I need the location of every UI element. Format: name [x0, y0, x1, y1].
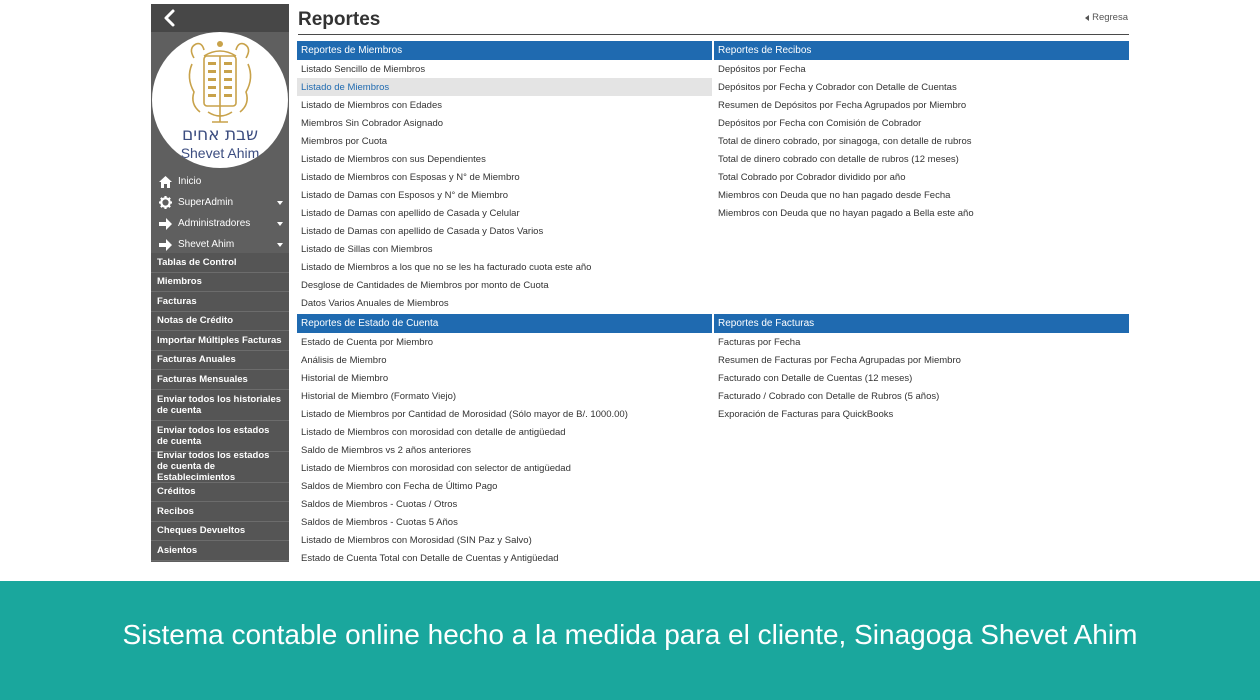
- sub-nav-item-facturas-anuales[interactable]: Facturas Anuales: [151, 351, 289, 371]
- report-link[interactable]: Listado de Miembros con morosidad con selector de antigüedad: [301, 462, 571, 474]
- report-link[interactable]: Historial de Miembro: [301, 372, 389, 384]
- section-reportes-miembros: [297, 41, 712, 312]
- report-link[interactable]: Estado de Cuenta por Miembro: [301, 336, 434, 348]
- report-link[interactable]: Facturado con Detalle de Cuentas (12 meses): [718, 372, 913, 384]
- sub-nav: [151, 253, 289, 561]
- report-link[interactable]: Miembros con Deuda que no hayan pagado a Bella este año: [718, 207, 974, 219]
- nav-item-administradores[interactable]: [151, 213, 289, 234]
- caret-down-icon: [277, 243, 283, 247]
- report-link[interactable]: Listado Sencillo de Miembros: [301, 63, 426, 75]
- sub-nav-item-miembros[interactable]: Miembros: [151, 273, 289, 293]
- section-header: Reportes de Miembros: [297, 41, 712, 60]
- sub-nav-item-facturas-mensuales[interactable]: Facturas Mensuales: [151, 370, 289, 390]
- report-link[interactable]: Historial de Miembro (Formato Viejo): [301, 390, 457, 402]
- sub-nav-item-facturas[interactable]: Facturas: [151, 292, 289, 312]
- report-link[interactable]: Depósitos por Fecha y Cobrador con Detalle de Cuentas: [718, 81, 957, 93]
- report-link[interactable]: Desglose de Cantidades de Miembros por monto de Cuota: [301, 279, 549, 291]
- arrow-right-icon: [158, 217, 172, 231]
- logo-area: [151, 32, 289, 174]
- report-link[interactable]: Listado de Damas con apellido de Casada y Celular: [301, 207, 520, 219]
- back-link[interactable]: [1085, 12, 1128, 23]
- nav-item-label: Administradores: [178, 218, 251, 229]
- nav-item-superadmin[interactable]: [151, 192, 289, 213]
- caret-down-icon: [277, 222, 283, 226]
- report-link[interactable]: Listado de Miembros a los que no se les ha facturado cuota este año: [301, 261, 592, 273]
- report-link[interactable]: Total de dinero cobrado con detalle de rubros (12 meses): [718, 153, 959, 165]
- torah-emblem-icon: [182, 38, 258, 126]
- sub-nav-item-asientos[interactable]: Asientos: [151, 541, 289, 561]
- caret-down-icon: [277, 201, 283, 205]
- report-link[interactable]: Listado de Miembros por Cantidad de Morosidad (Sólo mayor de B/. 1000.00): [301, 408, 628, 420]
- report-link[interactable]: Datos Varios Anuales de Miembros: [301, 297, 449, 309]
- footer-caption: Sistema contable online hecho a la medida para el cliente, Sinagoga Shevet Ahim: [122, 619, 1138, 650]
- caret-left-icon: [1085, 15, 1089, 21]
- sub-nav-item-importar-facturas[interactable]: Importar Múltiples Facturas: [151, 331, 289, 351]
- back-link-label: Regresa: [1092, 12, 1128, 23]
- nav-item-label: SuperAdmin: [178, 197, 234, 208]
- section-reportes-recibos: [714, 41, 1129, 222]
- report-link[interactable]: Listado de Miembros con morosidad con detalle de antigüedad: [301, 426, 566, 438]
- nav-item-inicio[interactable]: [151, 171, 289, 192]
- chevron-left-icon[interactable]: [161, 8, 179, 28]
- nav-item-shevet-ahim[interactable]: [151, 234, 289, 255]
- arrow-right-icon: [158, 238, 172, 252]
- report-link[interactable]: Listado de Damas con apellido de Casada y Datos Varios: [301, 225, 544, 237]
- report-link[interactable]: Total Cobrado por Cobrador dividido por año: [718, 171, 906, 183]
- gear-icon: [158, 196, 172, 210]
- report-link[interactable]: Listado de Miembros con Esposas y N° de Miembro: [301, 171, 520, 183]
- report-link[interactable]: Miembros con Deuda que no han pagado desde Fecha: [718, 189, 951, 201]
- report-link[interactable]: Listado de Miembros con Edades: [301, 99, 442, 111]
- nav-item-label: Shevet Ahim: [178, 239, 235, 250]
- report-link[interactable]: Total de dinero cobrado, por sinagoga, con detalle de rubros: [718, 135, 972, 147]
- sub-nav-item-enviar-estados[interactable]: Enviar todos los estados de cuenta: [151, 421, 289, 452]
- nav-item-label: Inicio: [178, 176, 202, 187]
- report-link[interactable]: Miembros por Cuota: [301, 135, 388, 147]
- sub-nav-item-enviar-historiales[interactable]: Enviar todos los historiales de cuenta: [151, 390, 289, 421]
- sub-nav-item-notas-credito[interactable]: Notas de Crédito: [151, 312, 289, 332]
- report-link[interactable]: Saldos de Miembros - Cuotas 5 Años: [301, 516, 458, 528]
- sidebar: [151, 4, 289, 562]
- page-title: Reportes: [298, 9, 381, 30]
- sub-nav-item-enviar-estados-establecimientos[interactable]: Enviar todos los estados de cuenta de Establecimientos: [151, 452, 289, 483]
- report-link[interactable]: Exporación de Facturas para QuickBooks: [718, 408, 894, 420]
- logo-hebrew-text: שבת אחים: [181, 125, 258, 145]
- report-link[interactable]: Facturado / Cobrado con Detalle de Rubros (5 años): [718, 390, 940, 402]
- home-icon: [158, 175, 172, 189]
- report-link[interactable]: Depósitos por Fecha: [718, 63, 806, 75]
- report-link[interactable]: Listado de Damas con Esposos y N° de Miembro: [301, 189, 509, 201]
- report-link[interactable]: Depósitos por Fecha con Comisión de Cobrador: [718, 117, 922, 129]
- sub-nav-item-tablas-control[interactable]: Tablas de Control: [151, 253, 289, 273]
- sub-nav-item-cheques-devueltos[interactable]: Cheques Devueltos: [151, 522, 289, 542]
- section-header: Reportes de Facturas: [714, 314, 1129, 333]
- section-reportes-estado-cuenta: [297, 314, 712, 567]
- report-link[interactable]: Análisis de Miembro: [301, 354, 387, 366]
- footer-band: [0, 581, 1260, 700]
- section-reportes-facturas: [714, 314, 1129, 423]
- sidebar-header: [151, 4, 289, 32]
- report-link[interactable]: Saldo de Miembros vs 2 años anteriores: [301, 444, 472, 456]
- report-link-active[interactable]: Listado de Miembros: [297, 78, 712, 96]
- report-link[interactable]: Resumen de Facturas por Fecha Agrupadas por Miembro: [718, 354, 961, 366]
- section-header: Reportes de Recibos: [714, 41, 1129, 60]
- report-link[interactable]: Saldos de Miembro con Fecha de Último Pago: [301, 480, 498, 492]
- logo: [152, 32, 288, 168]
- sub-nav-item-creditos[interactable]: Créditos: [151, 483, 289, 503]
- report-link[interactable]: Resumen de Depósitos por Fecha Agrupados por Miembro: [718, 99, 967, 111]
- section-header: Reportes de Estado de Cuenta: [297, 314, 712, 333]
- main-nav: [151, 171, 289, 255]
- sub-nav-item-recibos[interactable]: Recibos: [151, 502, 289, 522]
- report-link[interactable]: Listado de Miembros con sus Dependientes: [301, 153, 486, 165]
- report-link[interactable]: Estado de Cuenta Total con Detalle de Cuentas y Antigüedad: [301, 552, 559, 564]
- report-link[interactable]: Saldos de Miembros - Cuotas / Otros: [301, 498, 458, 510]
- title-divider: [298, 34, 1129, 35]
- report-link[interactable]: Listado de Sillas con Miembros: [301, 243, 433, 255]
- report-link[interactable]: Miembros Sin Cobrador Asignado: [301, 117, 444, 129]
- report-link[interactable]: Listado de Miembros con Morosidad (SIN Paz y Salvo): [301, 534, 532, 546]
- report-link[interactable]: Facturas por Fecha: [718, 336, 801, 348]
- logo-latin-text: Shevet Ahim: [180, 145, 260, 161]
